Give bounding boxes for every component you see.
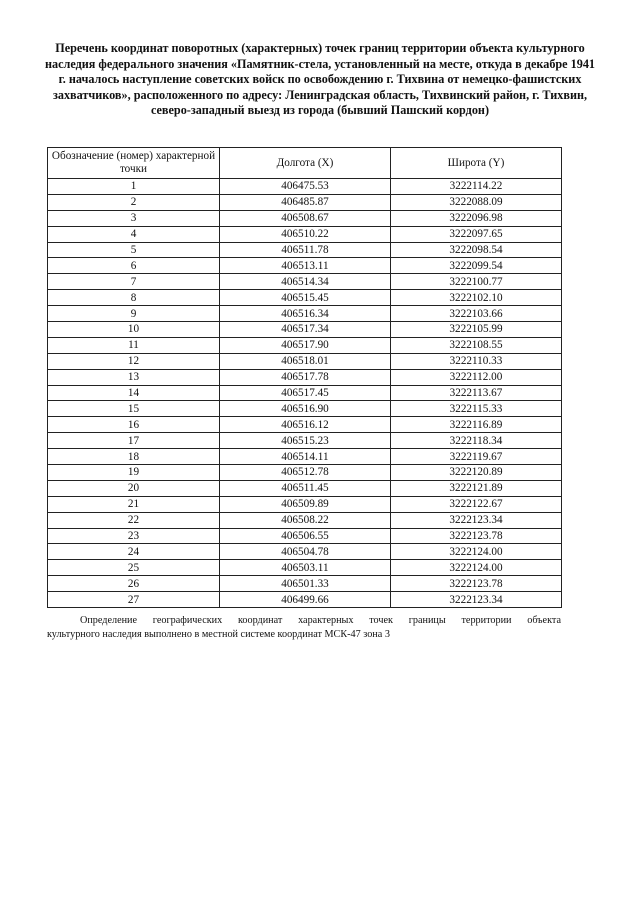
cell-longitude-x: 406515.45 (220, 290, 391, 306)
table-row (48, 194, 562, 210)
cell-latitude-y: 3222118.34 (391, 433, 562, 449)
cell-longitude-x: 406513.11 (220, 258, 391, 274)
cell-point-number: 26 (48, 576, 220, 592)
cell-point-number: 9 (48, 306, 220, 322)
cell-longitude-x: 406517.90 (220, 337, 391, 353)
table-row (48, 274, 562, 290)
cell-point-number: 18 (48, 449, 220, 465)
table-row (48, 401, 562, 417)
cell-latitude-y: 3222108.55 (391, 337, 562, 353)
table-row (48, 417, 562, 433)
cell-point-number: 10 (48, 322, 220, 338)
cell-point-number: 3 (48, 210, 220, 226)
cell-longitude-x: 406510.22 (220, 226, 391, 242)
cell-longitude-x: 406508.22 (220, 512, 391, 528)
cell-point-number: 19 (48, 465, 220, 481)
cell-latitude-y: 3222124.00 (391, 544, 562, 560)
table-row (48, 592, 562, 608)
cell-latitude-y: 3222122.67 (391, 496, 562, 512)
cell-point-number: 15 (48, 401, 220, 417)
cell-latitude-y: 3222097.65 (391, 226, 562, 242)
cell-longitude-x: 406503.11 (220, 560, 391, 576)
cell-point-number: 2 (48, 194, 220, 210)
cell-longitude-x: 406516.34 (220, 306, 391, 322)
cell-latitude-y: 3222099.54 (391, 258, 562, 274)
cell-longitude-x: 406517.34 (220, 322, 391, 338)
cell-latitude-y: 3222102.10 (391, 290, 562, 306)
cell-point-number: 7 (48, 274, 220, 290)
cell-latitude-y: 3222105.99 (391, 322, 562, 338)
cell-point-number: 25 (48, 560, 220, 576)
cell-longitude-x: 406485.87 (220, 194, 391, 210)
table-row (48, 385, 562, 401)
table-row (48, 337, 562, 353)
cell-point-number: 17 (48, 433, 220, 449)
cell-point-number: 13 (48, 369, 220, 385)
cell-point-number: 16 (48, 417, 220, 433)
cell-point-number: 27 (48, 592, 220, 608)
table-row (48, 258, 562, 274)
cell-latitude-y: 3222114.22 (391, 179, 562, 195)
cell-latitude-y: 3222124.00 (391, 560, 562, 576)
cell-point-number: 12 (48, 353, 220, 369)
cell-latitude-y: 3222120.89 (391, 465, 562, 481)
cell-latitude-y: 3222115.33 (391, 401, 562, 417)
cell-point-number: 20 (48, 480, 220, 496)
cell-point-number: 11 (48, 337, 220, 353)
table-row (48, 576, 562, 592)
cell-latitude-y: 3222113.67 (391, 385, 562, 401)
cell-longitude-x: 406512.78 (220, 465, 391, 481)
cell-latitude-y: 3222100.77 (391, 274, 562, 290)
cell-latitude-y: 3222088.09 (391, 194, 562, 210)
cell-longitude-x: 406516.12 (220, 417, 391, 433)
cell-point-number: 4 (48, 226, 220, 242)
cell-point-number: 6 (48, 258, 220, 274)
table-row (48, 465, 562, 481)
table-row (48, 528, 562, 544)
header-latitude-y: Широта (Y) (391, 148, 562, 179)
table-row (48, 306, 562, 322)
cell-longitude-x: 406504.78 (220, 544, 391, 560)
cell-longitude-x: 406511.78 (220, 242, 391, 258)
cell-point-number: 23 (48, 528, 220, 544)
cell-longitude-x: 406501.33 (220, 576, 391, 592)
table-row (48, 496, 562, 512)
cell-longitude-x: 406508.67 (220, 210, 391, 226)
cell-latitude-y: 3222098.54 (391, 242, 562, 258)
table-row (48, 290, 562, 306)
cell-point-number: 8 (48, 290, 220, 306)
header-longitude-x: Долгота (X) (220, 148, 391, 179)
cell-point-number: 21 (48, 496, 220, 512)
cell-latitude-y: 3222096.98 (391, 210, 562, 226)
coordinate-system-note (47, 614, 561, 642)
cell-latitude-y: 3222103.66 (391, 306, 562, 322)
cell-longitude-x: 406499.66 (220, 592, 391, 608)
cell-latitude-y: 3222123.34 (391, 592, 562, 608)
table-row (48, 242, 562, 258)
table-header-row (48, 148, 562, 179)
cell-point-number: 14 (48, 385, 220, 401)
cell-longitude-x: 406514.11 (220, 449, 391, 465)
cell-latitude-y: 3222119.67 (391, 449, 562, 465)
cell-point-number: 1 (48, 179, 220, 195)
table-row (48, 353, 562, 369)
coordinates-table (47, 147, 562, 608)
cell-latitude-y: 3222123.34 (391, 512, 562, 528)
cell-latitude-y: 3222123.78 (391, 576, 562, 592)
cell-longitude-x: 406517.78 (220, 369, 391, 385)
table-row (48, 560, 562, 576)
table-row (48, 480, 562, 496)
cell-longitude-x: 406514.34 (220, 274, 391, 290)
header-point-number: Обозначение (номер) характерной точки (48, 148, 220, 179)
table-row (48, 322, 562, 338)
table-row (48, 179, 562, 195)
cell-point-number: 5 (48, 242, 220, 258)
table-row (48, 210, 562, 226)
cell-longitude-x: 406475.53 (220, 179, 391, 195)
table-row (48, 369, 562, 385)
note-line-1: Определение географических координат характерных точек границы территории объекта (80, 615, 561, 626)
cell-point-number: 22 (48, 512, 220, 528)
cell-longitude-x: 406517.45 (220, 385, 391, 401)
cell-latitude-y: 3222110.33 (391, 353, 562, 369)
cell-latitude-y: 3222112.00 (391, 369, 562, 385)
table-row (48, 433, 562, 449)
cell-latitude-y: 3222116.89 (391, 417, 562, 433)
cell-longitude-x: 406506.55 (220, 528, 391, 544)
cell-longitude-x: 406511.45 (220, 480, 391, 496)
table-row (48, 512, 562, 528)
cell-longitude-x: 406518.01 (220, 353, 391, 369)
cell-longitude-x: 406509.89 (220, 496, 391, 512)
note-line-2: культурного наследия выполнено в местной системе координат МСК-47 зона 3 (47, 629, 390, 640)
document-title: Перечень координат поворотных (характерных) точек границ территории объекта культурного наследия федерального значения «Памятник-стела, установленный на месте, откуда в декабре 1941 г. началось наступление советских войск по освобождению г. Тихвина от немецко-фашистских захватчиков», расположенного по адресу: Ленинградская область, Тихвинский район, г. Тихвин, северо-западный выезд из города (бывший Пашский кордон) (44, 41, 596, 118)
table-row (48, 226, 562, 242)
cell-point-number: 24 (48, 544, 220, 560)
cell-latitude-y: 3222123.78 (391, 528, 562, 544)
table-row (48, 449, 562, 465)
table-body (48, 179, 562, 608)
cell-latitude-y: 3222121.89 (391, 480, 562, 496)
table-row (48, 544, 562, 560)
cell-longitude-x: 406516.90 (220, 401, 391, 417)
cell-longitude-x: 406515.23 (220, 433, 391, 449)
table-header (48, 148, 562, 179)
